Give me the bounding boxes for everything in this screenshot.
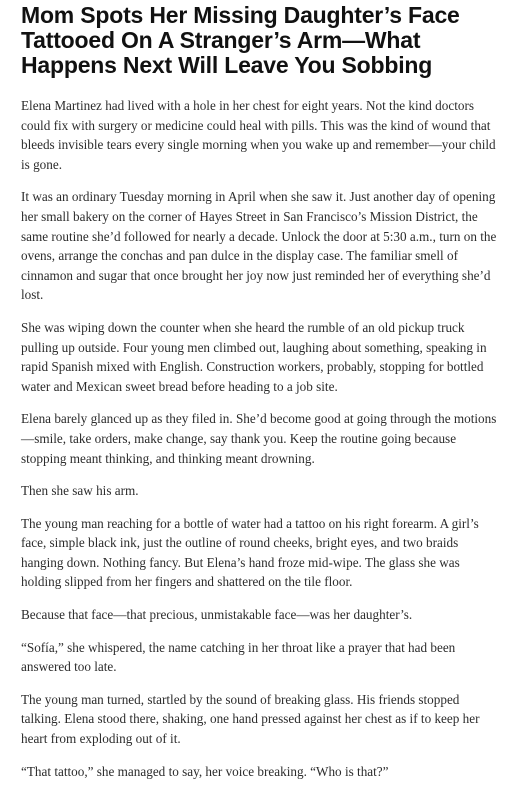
article: [21, 0, 497, 794]
article-paragraph: Then she saw his arm.: [21, 483, 139, 499]
article-headline: Mom Spots Her Missing Daughter’s Face Tattooed On A Stranger’s Arm—What Happens Next Will Leave You Sobbing: [21, 2, 460, 78]
article-paragraph: The young man turned, startled by the sound of breaking glass. His friends stopped talking. Elena stood there, shaking, one hand pressed against her chest as if to keep her heart from exploding out of it.: [21, 691, 480, 747]
article-paragraph: Elena Martinez had lived with a hole in her chest for eight years. Not the kind doctors could fix with surgery or medicine could heal with pills. This was the kind of wound that bleeds invisible tears every single morning when you wake up and remember—your child is gone.: [21, 98, 496, 172]
article-paragraph: “Sofía,” she whispered, the name catching in her throat like a prayer that had been answered too late.: [21, 639, 456, 675]
article-paragraph: The young man reaching for a bottle of water had a tattoo on his right forearm. A girl’s face, simple black ink, just the outline of round cheeks, bright eyes, and two braids hanging down. Nothing fancy. But Elena’s hand froze mid-wipe. The glass she was holding slipped from her fingers and shattered on the tile floor.: [21, 515, 479, 590]
article-paragraph: Elena barely glanced up as they filed in. She’d become good at going through the motions—smile, take orders, make change, say thank you. Keep the routine going because stopping meant thinking, and thinking meant drowning.: [21, 411, 497, 466]
article-paragraph: It was an ordinary Tuesday morning in April when she saw it. Just another day of opening her small bakery on the corner of Hayes Street in San Francisco’s Mission District, the same routine she’d followed for nearly a decade. Unlock the door at 5:30 a.m., turn on the ovens, arrange the conchas and pan dulce in the display case. The familiar smell of cinnamon and sugar that once brought her joy now just reminded her of everything she’d lost.: [21, 189, 497, 303]
article-paragraph: “That tattoo,” she managed to say, her voice breaking. “Who is that?”: [21, 763, 389, 779]
article-paragraph: She was wiping down the counter when she heard the rumble of an old pickup truck pulling up outside. Four young men climbed out, laughing about something, speaking in rapid Spanish mixed with English. Construction workers, probably, stopping for bottled water and Mexican sweet bread before heading to a job site.: [21, 319, 487, 394]
article-body: [21, 96, 497, 781]
article-paragraph: Because that face—that precious, unmistakable face—was her daughter’s.: [21, 607, 413, 623]
